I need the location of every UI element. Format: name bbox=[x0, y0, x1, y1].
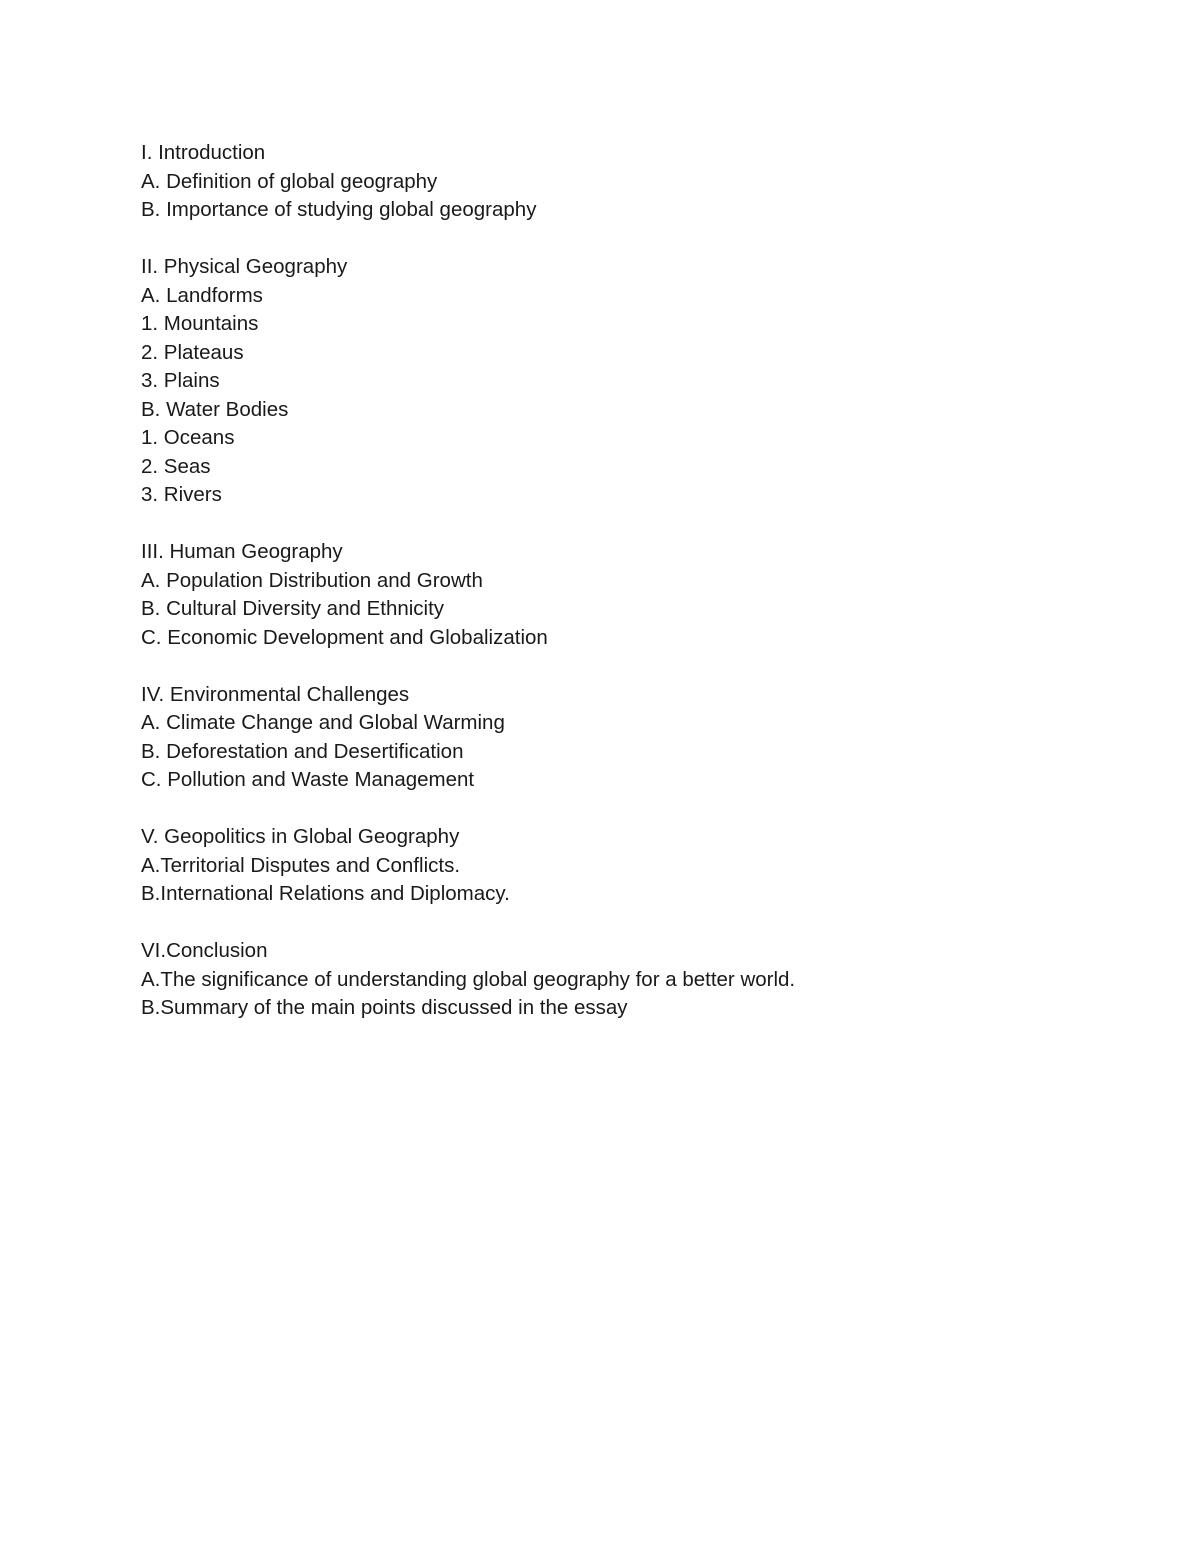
outline-item: 1. Mountains bbox=[141, 312, 259, 335]
section-heading: II. Physical Geography bbox=[141, 255, 348, 278]
outline-item: 3. Rivers bbox=[141, 483, 222, 506]
outline-item: B. Water Bodies bbox=[141, 397, 289, 421]
outline-item: A. Landforms bbox=[141, 283, 263, 307]
outline-item: A. Definition of global geography bbox=[141, 169, 438, 193]
outline-item: C. Pollution and Waste Management bbox=[141, 768, 475, 791]
section-heading: VI.Conclusion bbox=[141, 939, 268, 962]
outline-section-introduction bbox=[141, 139, 1081, 225]
section-heading: I. Introduction bbox=[141, 141, 266, 164]
outline-item: B.International Relations and Diplomacy. bbox=[141, 882, 510, 905]
outline-item: 1. Oceans bbox=[141, 426, 235, 449]
section-heading: V. Geopolitics in Global Geography bbox=[141, 825, 460, 848]
outline-item: A.Territorial Disputes and Conflicts. bbox=[141, 853, 461, 877]
outline-item: A.The significance of understanding global geography for a better world. bbox=[141, 967, 796, 991]
outline-item: 3. Plains bbox=[141, 369, 220, 392]
outline-item: A. Climate Change and Global Warming bbox=[141, 711, 505, 734]
essay-outline bbox=[141, 139, 1081, 1051]
section-heading: III. Human Geography bbox=[141, 540, 343, 563]
outline-item: 2. Seas bbox=[141, 454, 211, 478]
outline-section-environmental-challenges bbox=[141, 681, 1081, 795]
outline-section-conclusion bbox=[141, 937, 1081, 1023]
outline-item: B. Cultural Diversity and Ethnicity bbox=[141, 597, 445, 620]
outline-section-geopolitics bbox=[141, 823, 1081, 909]
outline-item: 2. Plateaus bbox=[141, 340, 244, 364]
outline-section-physical-geography bbox=[141, 253, 1081, 510]
section-heading: IV. Environmental Challenges bbox=[141, 682, 410, 706]
outline-item: B.Summary of the main points discussed in the essay bbox=[141, 996, 628, 1019]
outline-item: A. Population Distribution and Growth bbox=[141, 568, 483, 592]
outline-item: B. Deforestation and Desertification bbox=[141, 739, 464, 763]
outline-item: B. Importance of studying global geography bbox=[141, 198, 537, 221]
outline-item: C. Economic Development and Globalization bbox=[141, 625, 548, 649]
outline-section-human-geography bbox=[141, 538, 1081, 652]
